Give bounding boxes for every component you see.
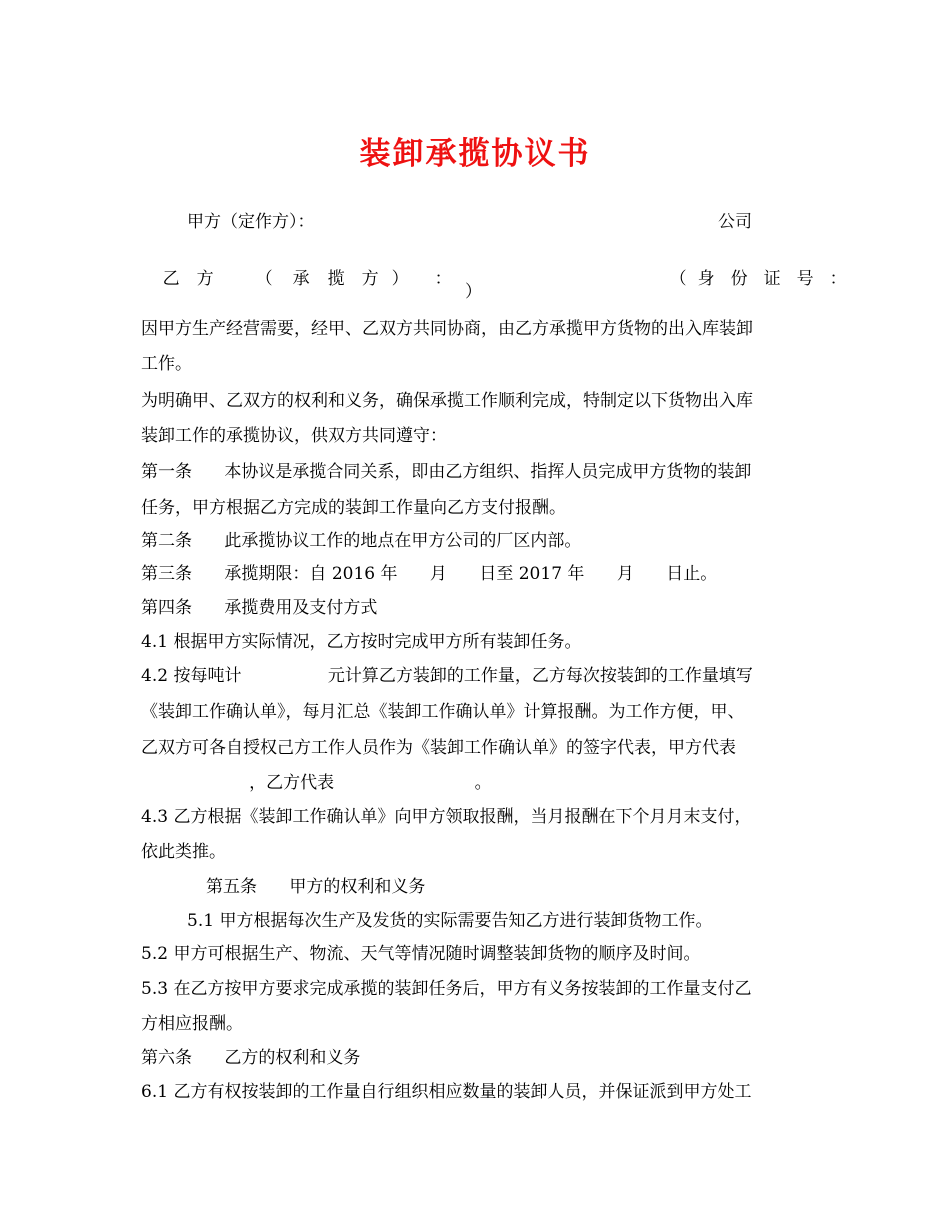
body-line: 为明确甲、乙双方的权利和义务，确保承揽工作顺利完成，特制定以下货物出入库	[141, 391, 753, 411]
body-line: 方相应报酬。	[141, 1014, 243, 1034]
party-b-id-char: 证	[763, 269, 781, 289]
body-line: 工作。	[141, 354, 192, 374]
document-title: 装卸承揽协议书	[359, 136, 591, 172]
body-line: 装卸工作的承揽协议，供双方共同遵守：	[141, 426, 447, 446]
party-b-char: ）	[391, 269, 409, 289]
party-a-label: 甲方（定作方）：	[187, 212, 315, 232]
party-b-label	[141, 246, 455, 312]
party-b-id-label	[648, 246, 850, 312]
party-b-char: （	[255, 269, 273, 289]
clause-5-3: 5.3 在乙方按甲方要求完成承揽的装卸任务后，甲方有义务按装卸的工作量支付乙	[141, 979, 752, 999]
clause-5-2: 5.2 甲方可根据生产、物流、天气等情况随时调整装卸货物的顺序及时间。	[141, 944, 701, 964]
body-line: 依此类推。	[141, 842, 226, 862]
clause-4-2: 4.2 按每吨计 元计算乙方装卸的工作量，乙方每次按装卸的工作量填写	[141, 666, 753, 686]
clause-5-1: 5.1 甲方根据每次生产及发货的实际需要告知乙方进行装卸货物工作。	[187, 911, 713, 931]
party-b-char: 承	[292, 269, 310, 289]
party-b-char: 揽	[327, 269, 345, 289]
article-1-line: 第一条 本协议是承揽合同关系，即由乙方组织、指挥人员完成甲方货物的装卸	[141, 462, 752, 482]
article-5-line: 第五条 甲方的权利和义务	[206, 877, 426, 897]
clause-4-3: 4.3 乙方根据《装卸工作确认单》向甲方领取报酬，当月报酬在下个月月末支付，	[141, 807, 752, 827]
party-b-char: 乙	[162, 269, 180, 289]
party-b-id-char: ：	[829, 269, 847, 289]
party-b-id-char: 身	[697, 269, 715, 289]
body-line: ，乙方代表 。	[141, 773, 492, 793]
party-b-id-char: 号	[796, 269, 814, 289]
party-b-id-char: 份	[730, 269, 748, 289]
body-line: 因甲方生产经营需要，经甲、乙双方共同协商，由乙方承揽甲方货物的出入库装卸	[141, 319, 753, 339]
body-line: 《装卸工作确认单》，每月汇总《装卸工作确认单》计算报酬。为工作方便，甲、	[141, 702, 745, 722]
body-line: 乙双方可各自授权己方工作人员作为《装卸工作确认单》的签字代表，甲方代表	[141, 738, 736, 758]
article-4-line: 第四条 承揽费用及支付方式	[141, 598, 378, 618]
party-a-suffix: 公司	[718, 212, 752, 232]
party-b-id-char: （	[669, 269, 687, 289]
party-b-id-close: ）	[465, 282, 482, 302]
party-b-char: 方	[196, 269, 214, 289]
article-2-line: 第二条 此承揽协议工作的地点在甲方公司的厂区内部。	[141, 531, 582, 551]
body-line: 任务，甲方根据乙方完成的装卸工作量向乙方支付报酬。	[141, 498, 566, 518]
party-b-char: 方	[361, 269, 379, 289]
party-b-char: ：	[434, 269, 452, 289]
article-6-line: 第六条 乙方的权利和义务	[141, 1048, 361, 1068]
article-3-line: 第三条 承揽期限：自 2016 年 月 日至 2017 年 月 日止。	[141, 564, 718, 584]
clause-4-1: 4.1 根据甲方实际情况，乙方按时完成甲方所有装卸任务。	[141, 632, 582, 652]
clause-6-1: 6.1 乙方有权按装卸的工作量自行组织相应数量的装卸人员，并保证派到甲方处工	[141, 1082, 752, 1102]
